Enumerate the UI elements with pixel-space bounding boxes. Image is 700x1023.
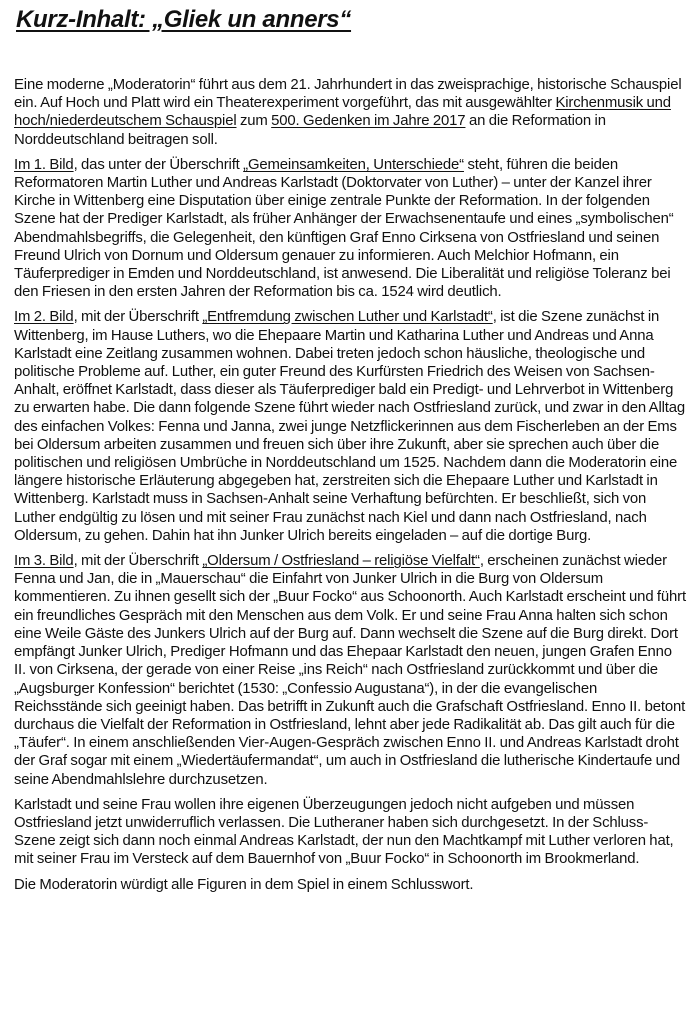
section-heading-quote: „Oldersum / Ostfriesland – religiöse Vielfalt“: [202, 553, 480, 570]
paragraph-conclusion: [14, 796, 686, 869]
paragraph-bild-1: [14, 156, 686, 302]
paragraph-bild-2: [14, 308, 686, 545]
paragraph-bild-3: [14, 552, 686, 789]
underlined-phrase: 500. Gedenken im Jahre 2017: [271, 113, 466, 130]
underlined-phrase: Kirchenmusik und hoch/niederdeutschem Schauspiel: [14, 95, 671, 130]
text-run: Karlstadt und seine Frau wollen ihre eigenen Überzeugungen jedoch nicht aufgeben und müssen Ostfriesland jetzt unwiderruflich verlassen. Die Lutheraner haben sich durchgesetzt. In der Schluss-Szene zeigt sich dann noch einmal Andreas Karlstadt, der nun den Machtkampf mit Luther verloren hat, mit seiner Frau im Versteck auf dem Bauernhof von „Buur Focko“ in Schoonorth im Brookmerland.: [14, 796, 674, 868]
text-run: steht, führen die beiden Reformatoren Martin Luther und Andreas Karlstadt (Doktorvater von Luther) – unter der Kanzel ihrer Kirche in Wittenberg eine Disputation über einige zentrale Punkte der Reformation. In der folgenden Szene hat der Prediger Karlstadt, als früher Anhänger der Erwachsenentaufe und eines „symbolischen“ Abendmahlsbegriffs, die Gelegenheit, den künftigen Graf Enno Cirksena von Ostfriesland und seinen Freund Ulrich von Dornum und Oldersum genauer zu informieren. Auch Melchior Hofmann, ein Täuferprediger in Emden und Norddeutschland, ist anwesend. Die Liberalität und religiöse Toleranz bei den Friesen in den ersten Jahren der Reformation bis ca. 1524 wird deutlich.: [14, 156, 674, 301]
section-heading-quote: „Gemeinsamkeiten, Unterschiede“: [243, 156, 464, 173]
section-heading-quote: „Entfremdung zwischen Luther und Karlstadt“: [202, 309, 493, 326]
text-run: Eine moderne „Moderatorin“ führt aus dem 21. Jahrhundert in das zweisprachige, historische Schauspiel ein. Auf Hoch und Platt wird ein Theaterexperiment vorgeführt, das mit ausgewählter: [14, 77, 682, 112]
text-run: zum: [236, 113, 272, 130]
text-run: , erscheinen zunächst wieder Fenna und Jan, die in „Mauerschau“ die Einfahrt von Junker Ulrich in die Burg von Oldersum kommentieren. Zu ihnen gesellt sich der „Buur Focko“ aus Schoonorth. Auch Karlstadt erscheint und führt ein freundliches Gespräch mit den Menschen aus dem Volk. Er und seine Frau Anna halten sich schon eine Weile Gäste des Junkers Ulrich auf der Burg auf. Dann wechselt die Szene auf die Burg direkt. Dort empfängt Junker Ulrich, Prediger Hofmann und das Ehepaar Karlstadt den neuen, jungen Grafen Enno II. von Cirksena, der gerade von einer Reise „ins Reich“ nach Ostfriesland zurückkommt und über die „Augsburger Konfession“ berichtet (1530: „Confessio Augustana“), in der die evangelischen Reichsstände sich geeinigt haben. Das betrifft in Zukunft auch die Grafschaft Ostfriesland. Enno II. betont durchaus die Vielfalt der Reformation in Ostfriesland, lehnt aber jede Radikalität ab. Das gilt auch für die „Täufer“. In einem anschließenden Vier-Augen-Gespräch zwischen Enno II. und Andreas Karlstadt droht der Graf sogar mit einem „Wiedertäufermandat“, um auch in Ostfriesland die lutherische Kindertaufe und seine Abendmahlslehre durchzusetzen.: [14, 553, 686, 788]
text-run: an die Reformation in Norddeutschland beitragen soll.: [14, 113, 606, 148]
section-label: Im 1. Bild: [14, 156, 74, 173]
paragraph-closing: [14, 876, 686, 894]
text-run: , mit der Überschrift: [73, 309, 203, 326]
paragraph-intro: [14, 76, 686, 149]
text-run: , ist die Szene zunächst in Wittenberg, im Hause Luthers, wo die Ehepaare Martin und Katharina Luther und Andreas und Anna Karlstadt eine Zeitlang zusammen wohnen. Dabei treten jedoch schon häusliche, theologische und politische Probleme auf. Luther, ein guter Freund des Kurfürsten Friedrich des Weisen von Sachsen-Anhalt, eröffnet Karlstadt, dass dieser als Täuferprediger bald ein Predigt- und Lehrverbot in Wittenberg zu erwarten habe. Die dann folgende Szene führt wieder nach Ostfriesland zurück, und zwar in den Alltag des einfachen Volkes: Fenna und Janna, zwei junge Netzflickerinnen aus dem Fischerleben an der Ems bei Oldersum arbeiten zusammen und freuen sich über ihre Zukunft, aber sie sprechen auch über die politischen und religiösen Umbrüche in Norddeutschland um 1525. Nachdem dann die Moderatorin eine längere historische Erläuterung abgegeben hat, zerstreiten sich die Ehepaare Luther und Karlstadt in Wittenberg. Karlstadt muss in Sachsen-Anhalt seine Verhaftung befürchten. Er beschließt, sich von Luther endgültig zu lösen und mit seiner Frau zunächst nach Kiel und dann nach Ostfriesland, nach Oldersum, zu gehen. Dahin hat ihn Junker Ulrich bereits eingeladen – auf die dortige Burg.: [14, 309, 686, 544]
document-title: Kurz-Inhalt: „Gliek un anners“: [16, 6, 352, 33]
section-label: Im 3. Bild: [14, 553, 74, 570]
section-label: Im 2. Bild: [14, 309, 74, 326]
text-run: Die Moderatorin würdigt alle Figuren in dem Spiel in einem Schlusswort.: [14, 876, 474, 893]
text-run: , das unter der Überschrift: [73, 156, 244, 173]
text-run: , mit der Überschrift: [73, 553, 203, 570]
